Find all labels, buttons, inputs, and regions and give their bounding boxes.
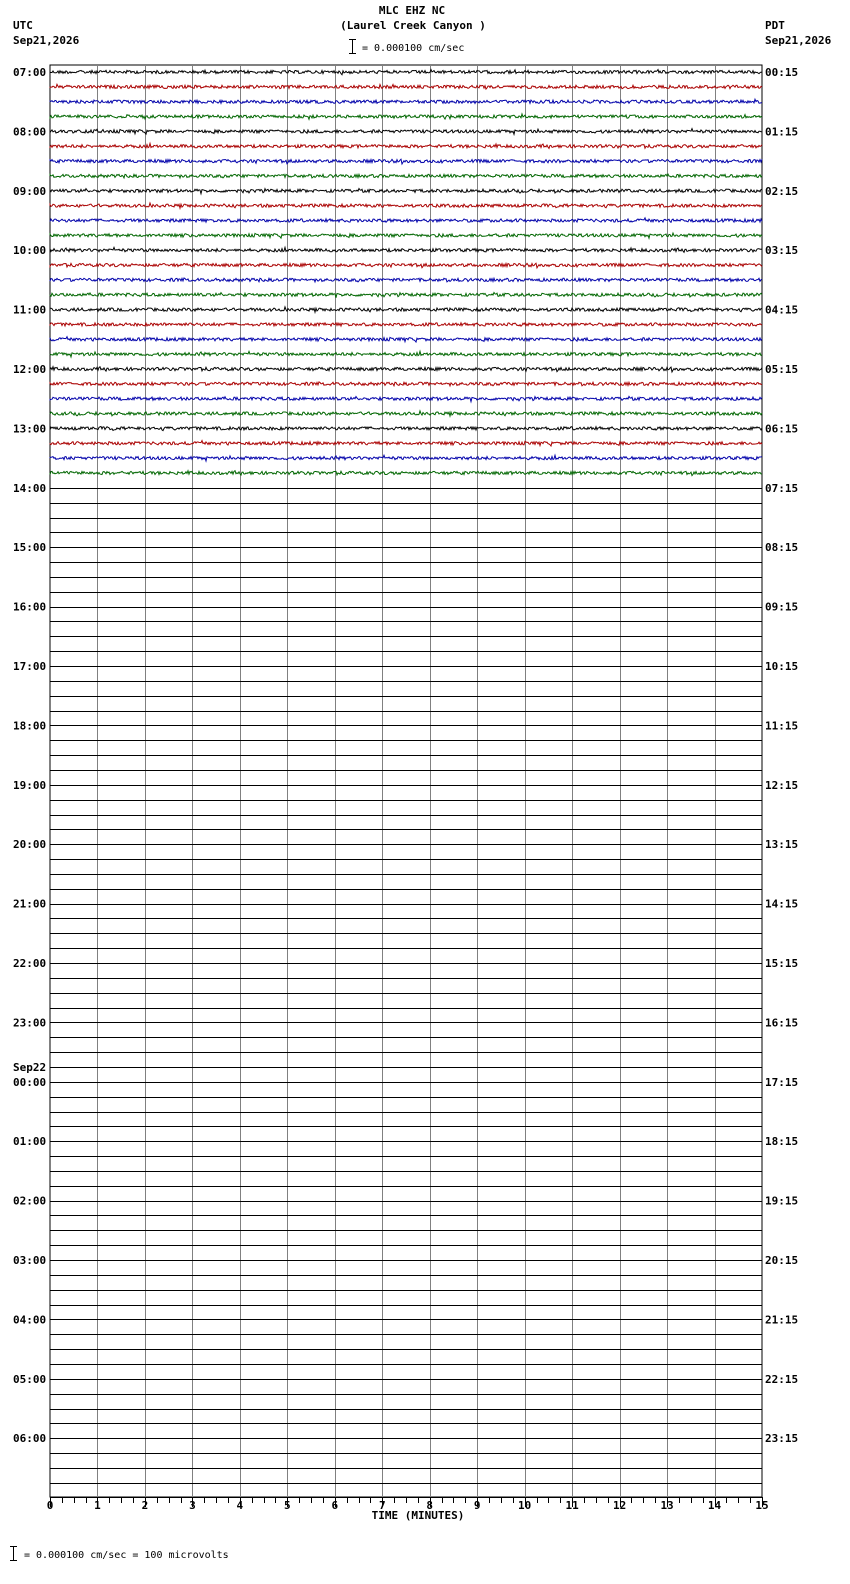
pdt-hour-label: 10:15 (765, 660, 799, 673)
date-change-label: Sep22 (13, 1060, 47, 1074)
utc-hour-label: 01:00 (13, 1135, 47, 1149)
pdt-hour-label: 20:15 (765, 1254, 799, 1267)
left-date: Sep21,2026 (13, 34, 80, 47)
seismic-trace (50, 233, 762, 238)
x-tick-label: 1 (94, 1499, 101, 1512)
seismic-trace (50, 129, 762, 135)
x-tick-label: 13 (660, 1499, 674, 1512)
utc-hour-label: 02:00 (13, 1194, 47, 1208)
pdt-hour-label: 15:15 (765, 957, 799, 970)
utc-hour-label: 10:00 (13, 244, 47, 258)
pdt-hour-label: 08:15 (765, 541, 799, 555)
seismic-trace (50, 411, 762, 416)
x-tick-label: 15 (755, 1499, 769, 1512)
pdt-hour-label: 07:15 (765, 481, 799, 495)
pdt-hour-label: 12:15 (765, 778, 799, 792)
seismic-trace (50, 278, 762, 282)
seismic-trace (50, 455, 762, 461)
x-tick-label: 11 (565, 1499, 579, 1512)
utc-hour-label: 18:00 (13, 719, 47, 733)
utc-hour-label: 22:00 (13, 957, 47, 970)
x-tick-label: 7 (378, 1499, 386, 1512)
pdt-hour-label: 23:15 (765, 1432, 799, 1446)
seismic-trace (50, 84, 762, 89)
x-tick-label: 10 (518, 1499, 532, 1512)
pdt-hour-label: 00:15 (765, 66, 799, 79)
utc-hour-label: 07:00 (13, 66, 47, 79)
utc-hour-label: 23:00 (13, 1016, 47, 1030)
utc-hour-label: 05:00 (13, 1372, 47, 1386)
utc-hour-label: 16:00 (13, 600, 47, 614)
utc-hour-label: 15:00 (13, 541, 47, 555)
pdt-hour-label: 04:15 (765, 303, 799, 317)
pdt-hour-label: 02:15 (765, 184, 799, 198)
pdt-hour-label: 16:15 (765, 1016, 799, 1030)
seismic-trace (50, 307, 762, 312)
utc-hour-label: 20:00 (13, 838, 47, 852)
utc-hour-label: 12:00 (13, 363, 47, 376)
utc-hour-label: 03:00 (13, 1254, 47, 1267)
station-location: (Laurel Creek Canyon ) (340, 19, 486, 32)
seismic-trace (50, 218, 762, 222)
pdt-hour-label: 06:15 (765, 422, 799, 436)
utc-hour-label: 09:00 (13, 184, 47, 198)
pdt-hour-label: 05:15 (765, 363, 799, 376)
seismic-trace (50, 323, 762, 326)
utc-hour-label: 04:00 (13, 1313, 47, 1327)
right-date: Sep21,2026 (765, 34, 832, 47)
pdt-hour-label: 21:15 (765, 1313, 799, 1327)
x-tick-label: 0 (46, 1499, 54, 1512)
scale-text: = 0.000100 cm/sec (362, 43, 465, 54)
utc-hour-label: 19:00 (13, 778, 47, 792)
pdt-hour-label: 13:15 (765, 838, 799, 852)
x-tick-label: 14 (707, 1499, 722, 1512)
seismic-trace (50, 337, 762, 342)
seismic-trace (50, 247, 762, 252)
seismic-trace (50, 174, 762, 178)
utc-hour-label: 21:00 (13, 897, 47, 911)
seismic-trace (50, 351, 762, 357)
seismic-trace (50, 263, 762, 268)
seismic-trace (50, 70, 762, 75)
x-tick-label: 2 (141, 1499, 149, 1512)
x-tick-label: 8 (426, 1499, 434, 1512)
seismic-trace (50, 427, 762, 431)
pdt-hour-label: 17:15 (765, 1075, 799, 1089)
seismic-trace (50, 382, 762, 386)
seismic-trace (50, 189, 762, 194)
utc-hour-label: 06:00 (13, 1432, 47, 1446)
seismic-trace (50, 396, 762, 401)
utc-hour-label: 13:00 (13, 422, 47, 436)
left-timezone: UTC (13, 19, 33, 32)
utc-hour-label: 08:00 (13, 125, 47, 139)
seismic-trace (50, 143, 762, 148)
utc-hour-label: 14:00 (13, 481, 47, 495)
x-tick-label: 5 (284, 1499, 291, 1512)
seismic-trace (50, 99, 762, 103)
station-title: MLC EHZ NC (378, 4, 446, 17)
utc-hour-label: 00:00 (13, 1075, 47, 1089)
x-tick-label: 9 (473, 1499, 481, 1512)
x-tick-label: 3 (189, 1499, 196, 1512)
right-timezone: PDT (765, 19, 785, 32)
footer-scale-icon (10, 1546, 17, 1561)
footer-scale-note: = 0.000100 cm/sec = 100 microvolts (24, 1550, 229, 1561)
pdt-hour-label: 18:15 (765, 1135, 799, 1149)
pdt-hour-label: 14:15 (765, 897, 799, 911)
pdt-hour-label: 22:15 (765, 1372, 799, 1386)
seismic-trace (50, 203, 762, 208)
pdt-hour-label: 01:15 (765, 125, 799, 139)
seismic-trace (50, 293, 762, 298)
pdt-hour-label: 09:15 (765, 600, 799, 614)
utc-hour-label: 11:00 (13, 303, 47, 317)
seismic-trace (50, 367, 762, 372)
x-axis-label: TIME (MINUTES) (371, 1509, 465, 1522)
pdt-hour-label: 03:15 (765, 244, 799, 258)
seismic-trace (50, 441, 762, 446)
pdt-hour-label: 11:15 (765, 719, 799, 733)
x-tick-label: 6 (331, 1499, 339, 1512)
pdt-hour-label: 19:15 (765, 1194, 799, 1208)
utc-hour-label: 17:00 (13, 660, 47, 673)
seismic-trace (50, 114, 762, 119)
x-tick-label: 12 (612, 1499, 627, 1512)
seismic-trace (50, 471, 762, 476)
seismic-trace (50, 159, 762, 164)
x-tick-label: 4 (236, 1499, 244, 1512)
